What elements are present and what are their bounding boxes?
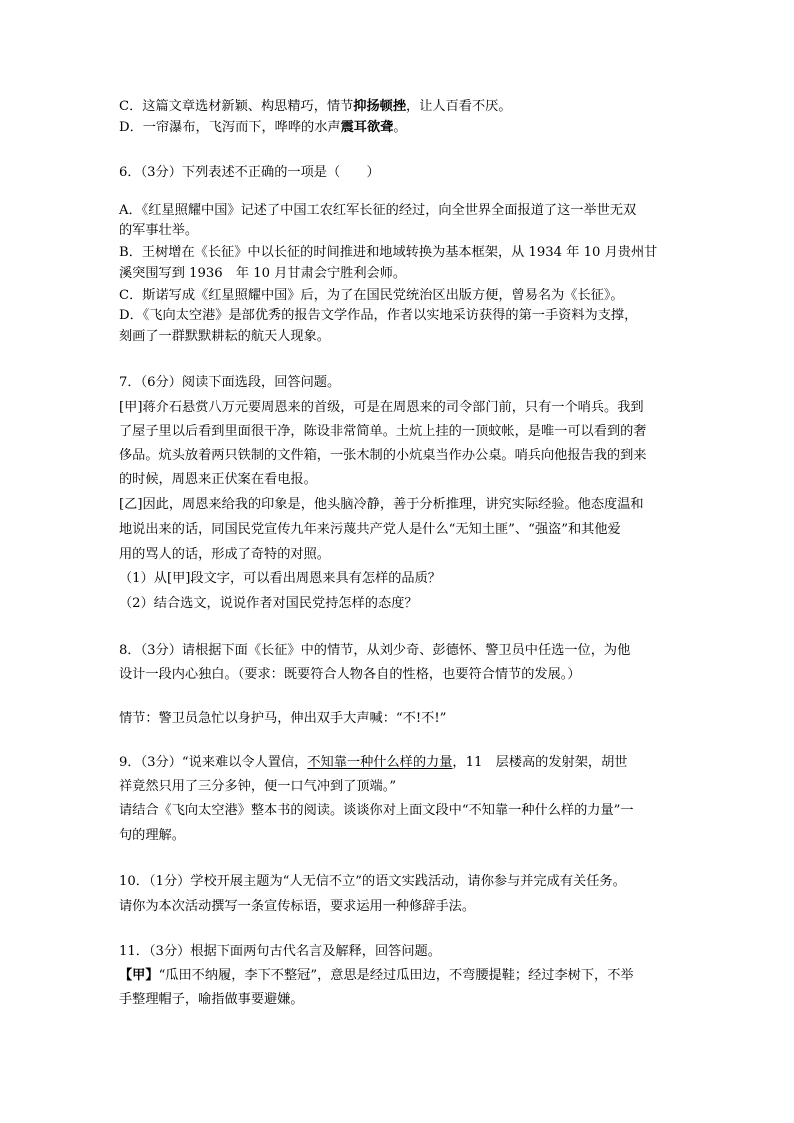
q6-option-b-line2: 溪突围写到 1936 年 10 月甘肃会宁胜利会师。 — [119, 266, 407, 281]
q7-sub-question-1: （1）从[甲]段文字，可以看出周恩来具有怎样的品质？ — [119, 571, 441, 586]
q6-stem: 6．（3分）下列表述不正确的一项是（ ） — [119, 165, 380, 180]
q7-yi-line2: 地说出来的话，同国民党宣传九年来污蔑共产党人是什么“无知土匪”、“强盗”和其他爱 — [119, 522, 621, 537]
q5-option-c-emphasis: 抑扬顿挫 — [353, 99, 407, 114]
q7-jia-line1: [甲]蒋介石悬赏八万元要周恩来的首级，可是在周恩来的司令部门前，只有一个哨兵。我到 — [119, 400, 644, 415]
q7-stem: 7．（6分）阅读下面选段，回答问题。 — [119, 375, 341, 390]
q11-stem: 11．（3分）根据下面两句古代名言及解释，回答问题。 — [119, 944, 441, 959]
q5-option-c-text: C．这篇文章选材新颖、构思精巧，情节 — [119, 99, 354, 114]
q10-line1: 10．（1分）学校开展主题为“人无信不立”的语文实践活动，请你参与并完成有关任务。 — [119, 874, 626, 889]
q7-jia-line2: 了屋子里以后看到里面很干净，陈设非常简单。土炕上挂的一顶蚊帐，是唯一可以看到的奢 — [119, 424, 647, 439]
q7-yi-line1: [乙]因此，周恩来给我的印象是，他头脑冷静，善于分析推理，讲究实际经验。他态度温和 — [119, 497, 644, 512]
q11-jia-marker: 【甲】 — [119, 968, 159, 983]
q7-sub-question-2: （2）结合选文，说说作者对国民党持怎样的态度？ — [119, 596, 418, 611]
q7-yi-line3: 用的骂人的话，形成了奇特的对照。 — [119, 547, 330, 562]
q9-quote-continued: ，11 层楼高的发射架，胡世 — [452, 755, 628, 770]
q6-option-c: C．斯诺写成《红星照耀中国》后，为了在国民党统治区出版方便，曾易名为《长征》。 — [119, 288, 624, 303]
q9-line4: 句的理解。 — [119, 828, 185, 843]
q11-jia-line1 — [119, 967, 634, 984]
q7-jia-line3: 侈品。炕头放着两只铁制的文件箱，一张木制的小炕桌当作办公桌。哨兵向他报告我的到来 — [119, 448, 647, 463]
q6-option-d-line1: D．《飞向太空港》是部优秀的报告文学作品，作者以实地采访获得的第一手资料为支撑， — [119, 308, 638, 323]
q5-option-c — [119, 98, 512, 115]
q8-stem-line1: 8．（3分）请根据下面《长征》中的情节，从刘少奇、彭德怀、警卫员中任选一位，为他 — [119, 643, 631, 658]
q10-line2: 请你为本次活动撰写一条宣传标语，要求运用一种修辞手法。 — [119, 899, 476, 914]
q9-line2: 祥竟然只用了三分多钟，便一口气冲到了顶端。” — [119, 779, 397, 794]
q9-underlined-phrase: 不知靠一种什么样的力量 — [307, 755, 453, 770]
q11-jia-line2: 手整理帽子，喻指做事要避嫌。 — [119, 992, 304, 1007]
q9-line1 — [119, 754, 627, 771]
q6-option-b-line1: B．王树增在《长征》中以长征的时间推进和地域转换为基本框架，从 1934 年 10 月贵州甘 — [119, 245, 658, 260]
q5-option-d — [119, 119, 407, 136]
q7-jia-line4: 的时候，周恩来正伏案在看电报。 — [119, 472, 317, 487]
q5-option-d-tail: 。 — [393, 120, 407, 135]
q6-option-d-line2: 刻画了一群默默耕耘的航天人现象。 — [119, 329, 330, 344]
q9-line3: 请结合《飞向太空港》整本书的阅读。谈谈你对上面文段中“不知靠一种什么样的力量”一 — [119, 803, 634, 818]
q9-quote-start: 9．（3分）“说来难以令人置信， — [119, 755, 308, 770]
q6-option-a-line1: A．《红星照耀中国》记述了中国工农红军长征的经过，向全世界全面报道了这一举世无双 — [119, 203, 637, 218]
q5-option-d-text: D．一帘瀑布，飞泻而下，哗哗的水声 — [119, 120, 341, 135]
q8-stem-line2: 设计一段内心独白。（要求：既要符合人物各自的性格，也要符合情节的发展。） — [119, 667, 581, 682]
q5-option-c-tail: ，让人百看不厌。 — [406, 99, 512, 114]
q11-jia-text: “瓜田不纳履，李下不整冠”，意思是经过瓜田边，不弯腰提鞋；经过李树下，不举 — [158, 968, 634, 983]
q6-option-a-line2: 的军事壮举。 — [119, 223, 199, 238]
q5-option-d-emphasis: 震耳欲聋 — [340, 120, 394, 135]
q8-plot: 情节：警卫员急忙以身护马，伸出双手大声喊：“不!不!” — [119, 711, 447, 726]
